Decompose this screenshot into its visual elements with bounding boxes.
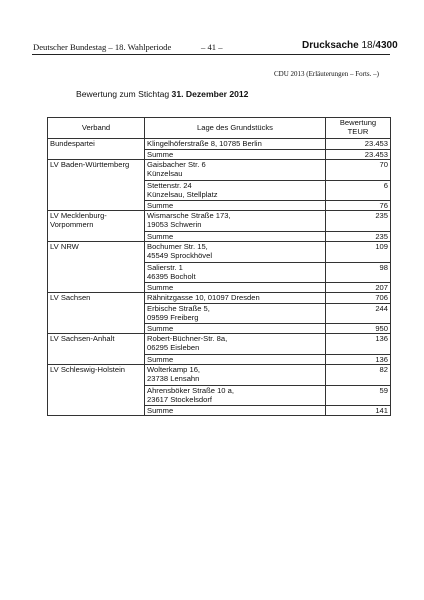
lage-line: 23617 Stockelsdorf bbox=[147, 394, 213, 404]
bewertung-cell bbox=[326, 303, 391, 323]
sum-label-cell bbox=[145, 149, 326, 160]
verband-name: LV Sachsen bbox=[50, 293, 91, 302]
lage-line: Robert-Büchner-Str. 8a, bbox=[147, 334, 228, 343]
bewertung-value: 98 bbox=[379, 262, 388, 272]
bewertung-cell bbox=[326, 211, 391, 232]
bewertung-cell bbox=[326, 160, 391, 181]
column-header-bewertung bbox=[326, 118, 391, 139]
sum-label-cell bbox=[145, 231, 326, 242]
lage-line: Stettenstr. 24 bbox=[147, 180, 192, 190]
table-sum-row bbox=[48, 282, 391, 293]
lage-line: 09599 Freiberg bbox=[147, 312, 199, 322]
sum-label-cell bbox=[145, 354, 326, 365]
bewertung-cell bbox=[326, 293, 391, 304]
sum-value: 207 bbox=[375, 282, 388, 292]
table-sum-row bbox=[48, 200, 391, 211]
verband-cell bbox=[48, 149, 145, 160]
bewertung-value: 59 bbox=[379, 385, 388, 395]
bewertung-value: 706 bbox=[375, 293, 388, 302]
header-rule bbox=[32, 54, 390, 55]
sum-label-cell bbox=[145, 323, 326, 334]
verband-name-line2: Vorpommern bbox=[50, 220, 94, 230]
sum-value-cell bbox=[326, 149, 391, 160]
verband-cell bbox=[48, 160, 145, 181]
lage-line: 19053 Schwerin bbox=[147, 220, 202, 230]
lage-line: Künzelsau bbox=[147, 169, 183, 179]
verband-name: LV NRW bbox=[50, 242, 79, 251]
sum-value-cell bbox=[326, 354, 391, 365]
column-header-bewertung-line2: TEUR bbox=[347, 127, 369, 136]
column-header-lage: Lage des Grundstücks bbox=[145, 118, 326, 139]
verband-name: LV Baden-Württemberg bbox=[50, 160, 130, 169]
table-row bbox=[48, 385, 391, 405]
sum-label: Summe bbox=[147, 231, 174, 241]
table-sum-row bbox=[48, 354, 391, 365]
table-sum-row bbox=[48, 405, 391, 416]
lage-cell bbox=[145, 365, 326, 386]
sum-label: Summe bbox=[147, 149, 174, 159]
bewertung-cell bbox=[326, 385, 391, 405]
verband-cell bbox=[48, 180, 145, 200]
document-number-period: 18/ bbox=[358, 40, 376, 51]
sum-value: 950 bbox=[375, 323, 388, 333]
lage-cell bbox=[145, 385, 326, 405]
lage-cell bbox=[145, 262, 326, 282]
sum-label: Summe bbox=[147, 323, 174, 333]
sum-value-cell bbox=[326, 231, 391, 242]
table-sum-row bbox=[48, 149, 391, 160]
sum-value-cell bbox=[326, 200, 391, 211]
sum-value: 141 bbox=[375, 405, 388, 415]
table-row bbox=[48, 211, 391, 232]
verband-cell bbox=[48, 211, 145, 232]
lage-line: Erbische Straße 5, bbox=[147, 303, 210, 313]
sum-value: 76 bbox=[379, 200, 388, 210]
section-subtitle: CDU 2013 (Erläuterungen – Forts. –) bbox=[274, 70, 379, 78]
verband-cell bbox=[48, 303, 145, 323]
verband-cell bbox=[48, 365, 145, 386]
lage-line: Bochumer Str. 15, bbox=[147, 242, 208, 251]
verband-cell bbox=[48, 293, 145, 304]
bewertung-cell bbox=[326, 242, 391, 263]
lage-cell bbox=[145, 242, 326, 263]
lage-cell bbox=[145, 293, 326, 304]
table-row bbox=[48, 262, 391, 282]
lage-cell bbox=[145, 180, 326, 200]
sum-label-cell bbox=[145, 282, 326, 293]
sum-label-cell bbox=[145, 405, 326, 416]
lage-line: Künzelsau, Stellplatz bbox=[147, 189, 218, 199]
lage-line: Salierstr. 1 bbox=[147, 262, 183, 272]
table-title-prefix: Bewertung zum Stichtag bbox=[76, 89, 172, 99]
table-row bbox=[48, 160, 391, 181]
table-row bbox=[48, 334, 391, 355]
document-number-value: 4300 bbox=[375, 40, 398, 51]
sum-value-cell bbox=[326, 405, 391, 416]
table-header-row bbox=[48, 118, 391, 139]
verband-cell bbox=[48, 282, 145, 293]
sum-value: 136 bbox=[375, 354, 388, 364]
lage-line: 46395 Bocholt bbox=[147, 271, 196, 281]
sum-label: Summe bbox=[147, 200, 174, 210]
bewertung-value: 244 bbox=[375, 303, 388, 313]
page-number: – 41 – bbox=[201, 42, 223, 52]
verband-cell bbox=[48, 405, 145, 416]
table-row bbox=[48, 293, 391, 304]
bewertung-cell bbox=[326, 262, 391, 282]
column-header-verband: Verband bbox=[48, 118, 145, 139]
table-row bbox=[48, 139, 391, 150]
verband-name: LV Mecklenburg- bbox=[50, 211, 107, 220]
bewertung-value: 109 bbox=[375, 242, 388, 251]
table-title-date: 31. Dezember 2012 bbox=[171, 89, 249, 99]
table-sum-row bbox=[48, 323, 391, 334]
lage-cell bbox=[145, 334, 326, 355]
verband-cell bbox=[48, 242, 145, 263]
verband-cell bbox=[48, 262, 145, 282]
lage-line: Rähnitzgasse 10, 01097 Dresden bbox=[147, 293, 260, 302]
verband-cell bbox=[48, 139, 145, 150]
sum-value: 235 bbox=[375, 231, 388, 241]
sum-value-cell bbox=[326, 282, 391, 293]
verband-cell bbox=[48, 200, 145, 211]
document-number-prefix: Drucksache bbox=[302, 40, 359, 51]
verband-cell bbox=[48, 334, 145, 355]
bewertung-value: 6 bbox=[383, 180, 388, 190]
lage-line: Klingelhöferstraße 8, 10785 Berlin bbox=[147, 139, 262, 148]
page-header-left: Deutscher Bundestag – 18. Wahlperiode bbox=[33, 42, 172, 52]
verband-cell bbox=[48, 354, 145, 365]
table-body bbox=[48, 139, 391, 416]
verband-name: LV Schleswig-Holstein bbox=[50, 365, 125, 374]
lage-line: Wismarsche Straße 173, bbox=[147, 211, 231, 220]
lage-cell bbox=[145, 160, 326, 181]
bewertung-value: 70 bbox=[379, 160, 388, 169]
sum-label: Summe bbox=[147, 405, 174, 415]
bewertung-cell bbox=[326, 334, 391, 355]
document-number bbox=[302, 40, 398, 51]
table-title bbox=[76, 89, 248, 99]
table-row bbox=[48, 180, 391, 200]
table-row bbox=[48, 242, 391, 263]
bewertung-value: 82 bbox=[379, 365, 388, 374]
verband-name: LV Sachsen-Anhalt bbox=[50, 334, 115, 343]
bewertung-value: 136 bbox=[375, 334, 388, 343]
lage-line: Ahrensböker Straße 10 a, bbox=[147, 385, 234, 395]
verband-cell bbox=[48, 385, 145, 405]
verband-cell bbox=[48, 231, 145, 242]
verband-name: Bundespartei bbox=[50, 139, 95, 148]
lage-cell bbox=[145, 139, 326, 150]
bewertung-cell bbox=[326, 139, 391, 150]
table-row bbox=[48, 303, 391, 323]
property-valuation-table bbox=[47, 117, 391, 416]
lage-line: Wolterkamp 16, bbox=[147, 365, 201, 374]
lage-line: 45549 Sprockhövel bbox=[147, 251, 213, 261]
table-sum-row bbox=[48, 231, 391, 242]
lage-line: 06295 Eisleben bbox=[147, 343, 200, 353]
bewertung-value: 23.453 bbox=[364, 139, 388, 148]
lage-cell bbox=[145, 303, 326, 323]
bewertung-cell bbox=[326, 365, 391, 386]
sum-label: Summe bbox=[147, 282, 174, 292]
table-row bbox=[48, 365, 391, 386]
lage-line: 23738 Lensahn bbox=[147, 374, 200, 384]
lage-cell bbox=[145, 211, 326, 232]
bewertung-value: 235 bbox=[375, 211, 388, 220]
sum-value-cell bbox=[326, 323, 391, 334]
column-header-bewertung-line1: Bewertung bbox=[339, 118, 377, 128]
verband-cell bbox=[48, 323, 145, 334]
bewertung-cell bbox=[326, 180, 391, 200]
lage-line: Gaisbacher Str. 6 bbox=[147, 160, 206, 169]
sum-label-cell bbox=[145, 200, 326, 211]
sum-label: Summe bbox=[147, 354, 174, 364]
sum-value: 23.453 bbox=[364, 149, 388, 159]
